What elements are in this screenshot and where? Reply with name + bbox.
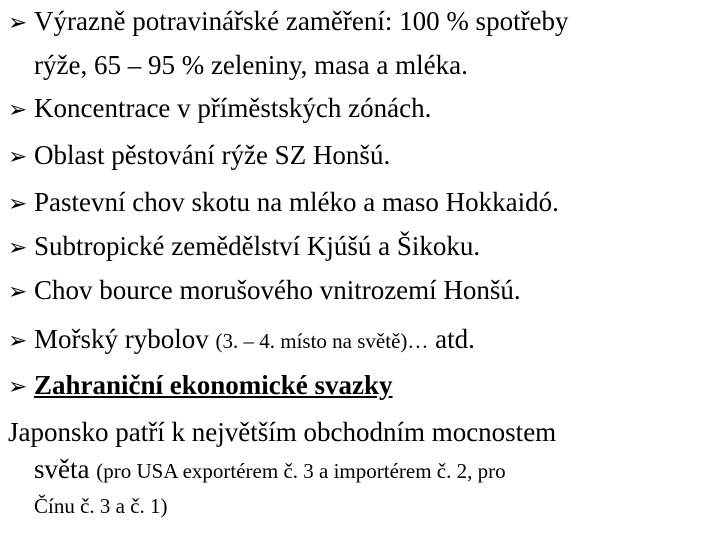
bullet-item-fishing — [8, 321, 475, 359]
arrow-bullet-icon: ➢ — [8, 191, 28, 217]
bullet-text: Koncentrace v příměstských zónách. — [34, 93, 432, 123]
bullet-text: Mořský rybolov — [34, 324, 209, 354]
arrow-bullet-icon: ➢ — [8, 97, 28, 123]
bullet-text: Subtropické zemědělství Kjúšú a Šikoku. — [34, 231, 481, 261]
bullet-end: atd. — [435, 324, 475, 354]
arrow-bullet-icon: ➢ — [8, 10, 28, 36]
paragraph-line-2 — [34, 451, 506, 489]
paragraph-line-3: Čínu č. 3 a č. 1) — [34, 494, 168, 518]
bullet-continuation: rýže, 65 – 95 % zeleniny, masa a mléka. — [34, 50, 468, 80]
arrow-bullet-icon: ➢ — [8, 328, 28, 354]
bullet-item-subtropical — [8, 228, 480, 266]
bullet-text: Výrazně potravinářské zaměření: 100 % spotřeby — [34, 6, 569, 36]
arrow-bullet-icon: ➢ — [8, 235, 28, 261]
bullet-text: Chov bource morušového vnitrozemí Honšú. — [34, 275, 521, 305]
bullet-item-suburban — [8, 90, 431, 128]
bullet-note: (3. – 4. místo na světě)… — [215, 329, 429, 353]
paragraph-line-1: Japonsko patří k největším obchodním mocnostem — [8, 417, 557, 447]
bullet-heading: Zahraniční ekonomické svazky — [34, 370, 393, 400]
bullet-text: Pastevní chov skotu na mléko a maso Hokkaidó. — [34, 187, 559, 217]
paragraph-note: (pro USA exportérem č. 3 a importérem č. 2, pro — [96, 459, 506, 483]
bullet-item-food-focus — [8, 3, 569, 41]
bullet-item-rice — [8, 137, 390, 175]
bullet-item-foreign-relations — [8, 367, 393, 405]
paragraph-main: světa — [34, 454, 90, 484]
arrow-bullet-icon: ➢ — [8, 144, 28, 170]
bullet-text: Oblast pěstování rýže SZ Honšú. — [34, 140, 391, 170]
arrow-bullet-icon: ➢ — [8, 279, 28, 305]
arrow-bullet-icon: ➢ — [8, 374, 28, 400]
bullet-item-cattle — [8, 184, 559, 222]
bullet-item-silkworm — [8, 272, 521, 310]
